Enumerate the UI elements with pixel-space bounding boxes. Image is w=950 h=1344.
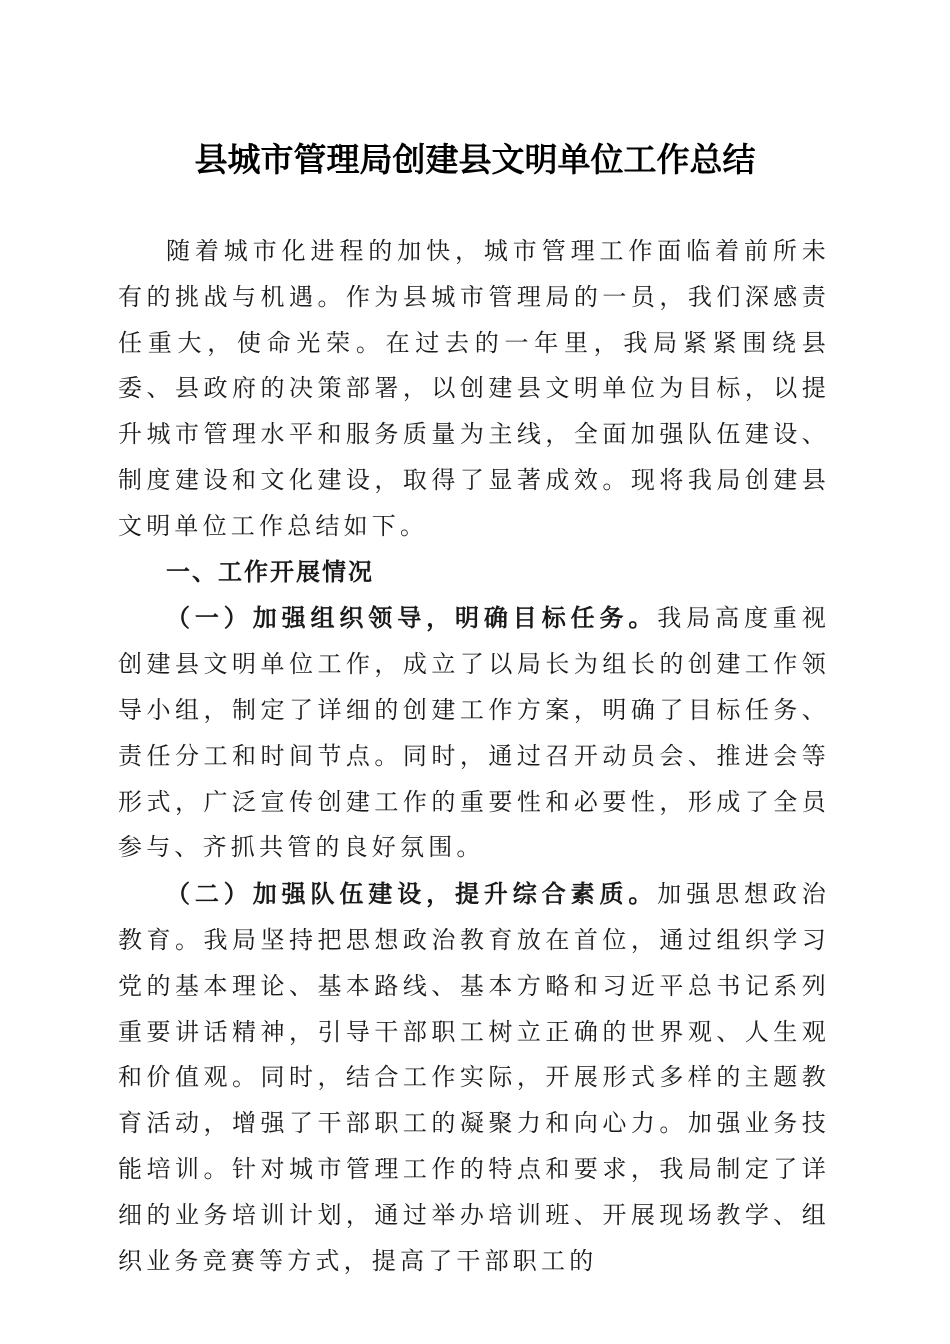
- item-1-text: 我局高度重视创建县文明单位工作，成立了以局长为组长的创建工作领导小组，制定了详细的创建工作方案，明确了目标任务、责任分工和时间节点。同时，通过召开动员会、推进会等形式，广泛宣传创建工作的重要性和必要性，形成了全员参与、齐抓共管的良好氛围。: [118, 604, 830, 862]
- item-2-title: （二）加强队伍建设，提升综合素质。: [166, 879, 658, 909]
- document-title: 县城市管理局创建县文明单位工作总结: [194, 140, 756, 179]
- document-body: [118, 229, 830, 1284]
- item-2-text: 加强思想政治教育。我局坚持把思想政治教育放在首位，通过组织学习党的基本理论、基本路线、基本方略和习近平总书记系列重要讲话精神，引导干部职工树立正确的世界观、人生观和价值观。同时，结合工作实际，开展形式多样的主题教育活动，增强了干部职工的凝聚力和向心力。加强业务技能培训。针对城市管理工作的特点和要求，我局制定了详细的业务培训计划，通过举办培训班、开展现场教学、组织业务竞赛等方式，提高了干部职工的: [118, 880, 830, 1275]
- intro-paragraph: 随着城市化进程的加快，城市管理工作面临着前所未有的挑战与机遇。作为县城市管理局的一员，我们深感责任重大，使命光荣。在过去的一年里，我局紧紧围绕县委、县政府的决策部署，以创建县文明单位为目标，以提升城市管理水平和服务质量为主线，全面加强队伍建设、制度建设和文化建设，取得了显著成效。现将我局创建县文明单位工作总结如下。: [118, 237, 830, 540]
- paragraph-item-1: [118, 595, 830, 871]
- section-heading-1: 一、工作开展情况: [166, 557, 374, 586]
- paragraph-item-2: [118, 871, 830, 1284]
- item-1-title: （一）加强组织领导，明确目标任务。: [166, 603, 658, 633]
